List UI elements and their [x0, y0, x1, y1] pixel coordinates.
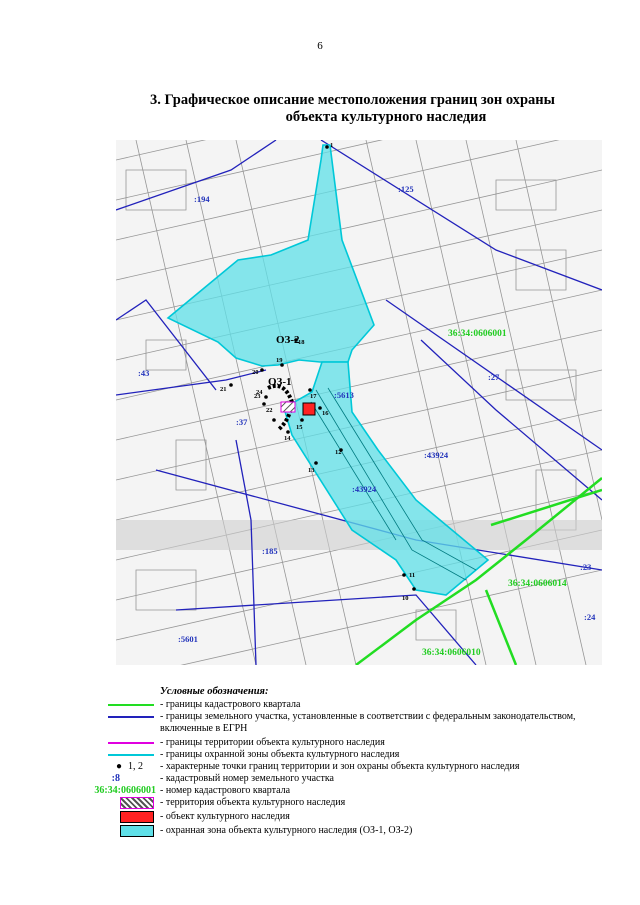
point-label: 18 [298, 339, 305, 346]
legend-text: - границы территории объекта культурного наследия [160, 737, 385, 748]
legend-code: :8 [111, 773, 120, 784]
blue-line-icon [108, 716, 154, 718]
legend-symbol [88, 773, 158, 785]
parcel-label: :43924 [424, 450, 449, 460]
legend-heading: Условные обозначения: [160, 686, 269, 697]
cadastral-map [116, 140, 602, 665]
legend-symbol [88, 749, 158, 761]
point-label: 1 [330, 142, 334, 149]
point-label: 24 [256, 389, 263, 396]
parcel-label: :23 [580, 562, 592, 572]
protection-zone-oz2 [168, 145, 374, 366]
legend-symbol [88, 811, 158, 823]
legend-text: - кадастровый номер земельного участка [160, 773, 334, 784]
parcel-label: :5613 [334, 390, 354, 400]
section-title-line2: объекта культурного наследия [285, 109, 487, 125]
legend-code: 36:34:0606001 [94, 785, 156, 796]
parcel-label: :125 [398, 184, 414, 194]
point-label: 16 [322, 410, 329, 417]
legend-code: 1, 2 [128, 761, 143, 772]
legend-symbol [88, 797, 158, 809]
legend-symbol [88, 711, 158, 723]
parcel-label: :37 [236, 417, 248, 427]
legend-symbol [88, 825, 158, 837]
section-title-line1: 3. Графическое описание местоположения границ зон охраны [150, 92, 555, 108]
point-label: 22 [266, 407, 273, 414]
zone-label-oz1: ОЗ-1 [268, 376, 292, 388]
legend-text: - границы охранной зоны объекта культурного наследия [160, 749, 400, 760]
section-title [150, 92, 610, 126]
page-number: 6 [317, 40, 323, 52]
quarter-label: 36:34:0606010 [422, 648, 481, 658]
parcel-label: :194 [194, 194, 210, 204]
point-icon: ● [116, 761, 123, 772]
legend-text: - характерные точки границ территории и зон охраны объекта культурного наследия [160, 761, 520, 772]
cyan-box-icon [120, 825, 154, 837]
red-box-icon [120, 811, 154, 823]
point-label: 14 [284, 435, 291, 442]
legend-symbol [88, 699, 158, 711]
quarter-label: 36:34:0606014 [508, 579, 567, 589]
legend-text: - границы земельного участка, установленные в соответствии с федеральным законодательством, включенные в ЕГРН [160, 711, 576, 734]
point-label: 10 [402, 595, 409, 602]
legend-text: - охранная зона объекта культурного наследия (ОЗ-1, ОЗ-2) [160, 825, 413, 836]
parcel-label: :43 [138, 368, 150, 378]
parcel-label: :27 [488, 372, 500, 382]
legend-symbol [88, 761, 158, 773]
parcel-number-labels [138, 184, 596, 644]
zone-label-oz2: ОЗ-2 [276, 334, 300, 346]
legend-text: - границы кадастрового квартала [160, 699, 301, 710]
hatched-box-icon [120, 797, 154, 809]
point-label: 17 [310, 393, 317, 400]
point-label: 11 [409, 572, 416, 579]
legend-symbol [88, 737, 158, 749]
point-label: 12 [335, 449, 342, 456]
point-label: 23 [254, 393, 261, 400]
cyan-line-icon [108, 754, 154, 756]
quarter-label: 36:34:0606001 [448, 329, 507, 339]
heritage-object-marker [303, 403, 315, 415]
parcel-label: :185 [262, 546, 278, 556]
point-label: 19 [276, 357, 283, 364]
point-label: 21 [220, 386, 227, 393]
legend-text: - территория объекта культурного наследия [160, 797, 346, 808]
point-label: 13 [308, 467, 315, 474]
heritage-territory-hatch [281, 402, 295, 412]
point-label: 15 [296, 424, 303, 431]
legend-text: - номер кадастрового квартала [160, 785, 291, 796]
legend-symbol [88, 785, 158, 797]
map-svg [116, 140, 602, 665]
magenta-line-icon [108, 742, 154, 744]
parcel-label: :24 [584, 612, 596, 622]
point-label: 20 [252, 369, 259, 376]
parcel-label: :5601 [178, 634, 198, 644]
parcel-label: :43924 [352, 484, 377, 494]
green-line-icon [108, 704, 154, 706]
legend-text: - объект культурного наследия [160, 811, 290, 822]
